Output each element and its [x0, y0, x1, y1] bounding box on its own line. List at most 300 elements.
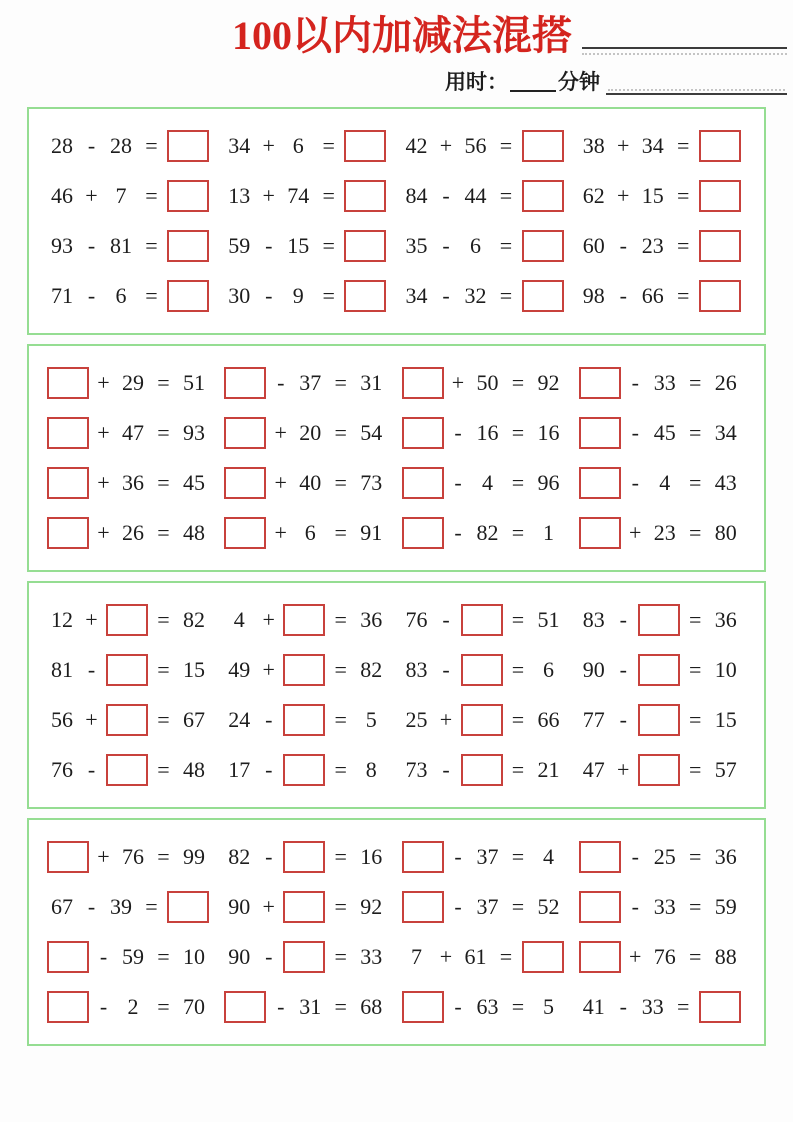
minus-operator: -: [87, 283, 96, 309]
answer-box[interactable]: [699, 991, 741, 1023]
equals-sign: =: [322, 233, 335, 259]
number: 7: [115, 183, 127, 209]
number: 33: [653, 370, 676, 396]
equals-sign: =: [511, 844, 525, 870]
number: 76: [653, 944, 676, 970]
equals-sign: =: [334, 607, 347, 633]
problem-cell: [402, 695, 579, 745]
equals-sign: =: [145, 283, 158, 309]
problem-cell: [402, 121, 579, 171]
answer-box[interactable]: [402, 467, 444, 499]
answer-box[interactable]: [461, 654, 503, 686]
number: 10: [183, 944, 205, 970]
number: 15: [641, 183, 664, 209]
problem-cell: [579, 171, 756, 221]
answer-box[interactable]: [283, 654, 325, 686]
number: 36: [122, 470, 144, 496]
minus-operator: -: [631, 420, 639, 446]
number: 41: [582, 994, 605, 1020]
problem-cell: [47, 982, 224, 1032]
number: 51: [183, 370, 205, 396]
number: 67: [51, 894, 73, 920]
problem-cell: [579, 595, 756, 645]
problem-cell: [47, 171, 224, 221]
answer-box[interactable]: [402, 517, 444, 549]
answer-box[interactable]: [167, 891, 209, 923]
answer-box[interactable]: [167, 280, 209, 312]
number: 2: [127, 994, 139, 1020]
answer-box[interactable]: [224, 417, 266, 449]
equals-sign: =: [511, 520, 525, 546]
equals-sign: =: [511, 657, 525, 683]
minus-operator: -: [265, 844, 273, 870]
equals-sign: =: [145, 894, 158, 920]
answer-box[interactable]: [579, 517, 621, 549]
problem-cell: [47, 932, 224, 982]
plus-operator: +: [617, 183, 630, 209]
plus-operator: +: [85, 607, 98, 633]
minus-operator: -: [442, 183, 450, 209]
answer-box[interactable]: [579, 941, 621, 973]
number: 42: [405, 133, 428, 159]
problem-cell: [402, 508, 579, 558]
equals-sign: =: [511, 757, 525, 783]
problem-cell: [579, 832, 756, 882]
equals-sign: =: [511, 607, 525, 633]
answer-box[interactable]: [522, 180, 564, 212]
problem-cell: [579, 458, 756, 508]
problem-cell: [224, 171, 401, 221]
problem-section-3: [27, 581, 766, 809]
equals-sign: =: [677, 233, 690, 259]
equals-sign: =: [677, 183, 690, 209]
minus-operator: -: [631, 470, 639, 496]
problem-cell: [47, 221, 224, 271]
equals-sign: =: [145, 233, 158, 259]
equals-sign: =: [499, 133, 513, 159]
equals-sign: =: [157, 944, 170, 970]
equals-sign: =: [689, 894, 702, 920]
problem-cell: [47, 271, 224, 321]
problem-cell: [47, 832, 224, 882]
minus-operator: -: [99, 944, 108, 970]
problem-cell: [224, 832, 401, 882]
equals-sign: =: [689, 757, 702, 783]
number: 4: [543, 844, 554, 870]
answer-box[interactable]: [579, 367, 621, 399]
number: 96: [537, 470, 560, 496]
number: 80: [714, 520, 737, 546]
answer-box[interactable]: [47, 467, 89, 499]
minus-operator: -: [265, 757, 273, 783]
minus-operator: -: [454, 994, 462, 1020]
answer-box[interactable]: [344, 180, 386, 212]
answer-box[interactable]: [522, 941, 564, 973]
equals-sign: =: [689, 420, 702, 446]
problem-cell: [47, 508, 224, 558]
number: 59: [228, 233, 251, 259]
number: 34: [714, 420, 737, 446]
time-unit-label: 分钟: [558, 69, 600, 94]
problem-cell: [47, 595, 224, 645]
problem-section-4: [27, 818, 766, 1046]
number: 45: [653, 420, 676, 446]
answer-box[interactable]: [402, 841, 444, 873]
plus-operator: +: [85, 707, 98, 733]
problem-cell: [47, 745, 224, 795]
answer-box[interactable]: [283, 704, 325, 736]
equals-sign: =: [334, 894, 347, 920]
answer-box[interactable]: [579, 841, 621, 873]
equals-sign: =: [334, 370, 347, 396]
minus-operator: -: [619, 657, 627, 683]
minus-operator: -: [442, 757, 450, 783]
number: 23: [653, 520, 676, 546]
number: 39: [110, 894, 132, 920]
answer-box[interactable]: [522, 230, 564, 262]
equals-sign: =: [511, 994, 525, 1020]
title-underline: [582, 47, 787, 55]
number: 56: [464, 133, 487, 159]
number: 82: [360, 657, 383, 683]
number: 31: [360, 370, 383, 396]
number: 49: [228, 657, 251, 683]
answer-box[interactable]: [283, 841, 325, 873]
minus-operator: -: [454, 894, 462, 920]
problem-cell: [402, 595, 579, 645]
equals-sign: =: [157, 420, 170, 446]
number: 6: [115, 283, 127, 309]
plus-operator: +: [629, 944, 642, 970]
equals-sign: =: [689, 844, 702, 870]
number: 59: [714, 894, 737, 920]
equals-sign: =: [334, 994, 347, 1020]
number: 34: [641, 133, 664, 159]
equals-sign: =: [157, 657, 170, 683]
number: 92: [537, 370, 560, 396]
equals-sign: =: [689, 470, 702, 496]
equals-sign: =: [334, 707, 347, 733]
number: 43: [714, 470, 737, 496]
answer-box[interactable]: [47, 841, 89, 873]
equals-sign: =: [322, 183, 335, 209]
number: 26: [714, 370, 737, 396]
number: 15: [183, 657, 205, 683]
problem-cell: [224, 595, 401, 645]
problem-cell: [224, 408, 401, 458]
problem-cell: [579, 221, 756, 271]
answer-box[interactable]: [283, 754, 325, 786]
answer-box[interactable]: [344, 280, 386, 312]
number: 29: [122, 370, 144, 396]
answer-box[interactable]: [699, 280, 741, 312]
number: 32: [464, 283, 487, 309]
number: 40: [299, 470, 322, 496]
plus-operator: +: [262, 133, 275, 159]
number: 30: [228, 283, 251, 309]
answer-box[interactable]: [106, 654, 148, 686]
equals-sign: =: [157, 470, 170, 496]
answer-box[interactable]: [283, 941, 325, 973]
plus-operator: +: [97, 420, 110, 446]
number: 57: [714, 757, 737, 783]
problem-cell: [224, 745, 401, 795]
number: 20: [299, 420, 322, 446]
number: 76: [405, 607, 428, 633]
number: 34: [228, 133, 251, 159]
number: 81: [110, 233, 132, 259]
answer-box[interactable]: [579, 891, 621, 923]
number: 34: [405, 283, 428, 309]
problem-cell: [224, 458, 401, 508]
answer-box[interactable]: [224, 991, 266, 1023]
equals-sign: =: [157, 757, 170, 783]
number: 76: [122, 844, 144, 870]
number: 66: [537, 707, 560, 733]
equals-sign: =: [157, 994, 170, 1020]
minus-operator: -: [442, 657, 450, 683]
number: 35: [405, 233, 428, 259]
equals-sign: =: [157, 520, 170, 546]
number: 6: [304, 520, 316, 546]
plus-operator: +: [274, 520, 287, 546]
number: 73: [360, 470, 383, 496]
equals-sign: =: [689, 520, 702, 546]
answer-box[interactable]: [522, 130, 564, 162]
number: 68: [360, 994, 383, 1020]
number: 50: [476, 370, 499, 396]
answer-box[interactable]: [47, 941, 89, 973]
plus-operator: +: [97, 520, 110, 546]
answer-box[interactable]: [224, 517, 266, 549]
equals-sign: =: [689, 607, 702, 633]
number: 8: [365, 757, 377, 783]
answer-box[interactable]: [47, 991, 89, 1023]
answer-box[interactable]: [461, 754, 503, 786]
time-underline-dotted: [608, 89, 785, 91]
number: 98: [582, 283, 605, 309]
number: 16: [360, 844, 383, 870]
minus-operator: -: [442, 233, 450, 259]
number: 31: [299, 994, 322, 1020]
answer-box[interactable]: [167, 130, 209, 162]
answer-box[interactable]: [638, 704, 680, 736]
equals-sign: =: [334, 657, 347, 683]
answer-box[interactable]: [461, 704, 503, 736]
problem-cell: [402, 745, 579, 795]
number: 15: [714, 707, 737, 733]
plus-operator: +: [439, 944, 453, 970]
number: 9: [292, 283, 304, 309]
answer-box[interactable]: [579, 467, 621, 499]
number: 61: [464, 944, 487, 970]
answer-box[interactable]: [224, 467, 266, 499]
equals-sign: =: [499, 944, 513, 970]
minus-operator: -: [265, 944, 273, 970]
problem-cell: [579, 882, 756, 932]
problem-cell: [224, 271, 401, 321]
problem-section-1: [27, 107, 766, 335]
answer-box[interactable]: [699, 180, 741, 212]
number: 60: [582, 233, 605, 259]
answer-box[interactable]: [224, 367, 266, 399]
answer-box[interactable]: [167, 230, 209, 262]
minus-operator: -: [619, 283, 627, 309]
number: 47: [122, 420, 144, 446]
number: 33: [360, 944, 383, 970]
problem-cell: [47, 645, 224, 695]
problem-cell: [402, 171, 579, 221]
number: 45: [183, 470, 205, 496]
problem-cell: [579, 508, 756, 558]
plus-operator: +: [97, 470, 110, 496]
equals-sign: =: [157, 607, 170, 633]
header: [0, 0, 793, 59]
plus-operator: +: [451, 370, 465, 396]
number: 36: [714, 607, 737, 633]
number: 38: [582, 133, 605, 159]
answer-box[interactable]: [47, 367, 89, 399]
equals-sign: =: [499, 183, 513, 209]
minus-operator: -: [277, 994, 285, 1020]
answer-box[interactable]: [47, 417, 89, 449]
equals-sign: =: [511, 420, 525, 446]
title-underline-solid: [582, 47, 787, 49]
number: 77: [582, 707, 605, 733]
minus-operator: -: [265, 707, 273, 733]
answer-box[interactable]: [47, 517, 89, 549]
number: 6: [543, 657, 554, 683]
number: 1: [543, 520, 554, 546]
number: 54: [360, 420, 383, 446]
problem-cell: [224, 932, 401, 982]
answer-box[interactable]: [106, 604, 148, 636]
number: 84: [405, 183, 428, 209]
answer-box[interactable]: [402, 891, 444, 923]
equals-sign: =: [689, 657, 702, 683]
problem-cell: [579, 982, 756, 1032]
number: 7: [411, 944, 422, 970]
number: 4: [233, 607, 245, 633]
number: 63: [476, 994, 499, 1020]
problem-cell: [224, 121, 401, 171]
number: 37: [476, 844, 499, 870]
minus-operator: -: [442, 283, 450, 309]
equals-sign: =: [689, 944, 702, 970]
answer-box[interactable]: [344, 230, 386, 262]
problem-cell: [224, 645, 401, 695]
number: 90: [228, 944, 251, 970]
problem-cell: [579, 695, 756, 745]
number: 21: [537, 757, 560, 783]
answer-box[interactable]: [638, 654, 680, 686]
time-label: 用时：: [445, 69, 508, 94]
plus-operator: +: [629, 520, 642, 546]
answer-box[interactable]: [283, 891, 325, 923]
answer-box[interactable]: [579, 417, 621, 449]
number: 92: [360, 894, 383, 920]
minus-operator: -: [454, 844, 462, 870]
number: 13: [228, 183, 251, 209]
equals-sign: =: [157, 370, 170, 396]
answer-box[interactable]: [402, 417, 444, 449]
problem-cell: [579, 121, 756, 171]
number: 67: [183, 707, 205, 733]
minus-operator: -: [454, 470, 462, 496]
problem-section-2: [27, 344, 766, 572]
number: 26: [122, 520, 144, 546]
minus-operator: -: [619, 994, 627, 1020]
answer-box[interactable]: [344, 130, 386, 162]
equals-sign: =: [499, 283, 513, 309]
problem-cell: [47, 882, 224, 932]
problem-cell: [224, 508, 401, 558]
number: 48: [183, 520, 205, 546]
answer-box[interactable]: [699, 230, 741, 262]
problem-cell: [224, 358, 401, 408]
minus-operator: -: [87, 233, 96, 259]
plus-operator: +: [97, 844, 110, 870]
number: 37: [299, 370, 322, 396]
number: 5: [365, 707, 377, 733]
equals-sign: =: [677, 283, 690, 309]
number: 76: [51, 757, 73, 783]
minus-operator: -: [87, 133, 96, 159]
answer-box[interactable]: [402, 991, 444, 1023]
plus-operator: +: [617, 757, 630, 783]
minus-operator: -: [454, 520, 462, 546]
number: 10: [714, 657, 737, 683]
answer-box[interactable]: [461, 604, 503, 636]
problem-cell: [402, 458, 579, 508]
number: 66: [641, 283, 664, 309]
problem-cell: [402, 832, 579, 882]
number: 25: [653, 844, 676, 870]
answer-box[interactable]: [638, 604, 680, 636]
minus-operator: -: [619, 707, 627, 733]
number: 5: [543, 994, 554, 1020]
problem-cell: [47, 695, 224, 745]
answer-box[interactable]: [638, 754, 680, 786]
problem-cell: [402, 645, 579, 695]
number: 73: [405, 757, 428, 783]
sections-container: [0, 95, 793, 1046]
equals-sign: =: [145, 133, 158, 159]
problem-cell: [47, 458, 224, 508]
equals-sign: =: [511, 370, 525, 396]
answer-box[interactable]: [106, 704, 148, 736]
equals-sign: =: [322, 283, 335, 309]
number: 82: [228, 844, 251, 870]
problem-cell: [579, 358, 756, 408]
time-row: [0, 59, 793, 95]
answer-box[interactable]: [522, 280, 564, 312]
answer-box[interactable]: [283, 604, 325, 636]
number: 36: [714, 844, 737, 870]
time-blank-field[interactable]: [510, 89, 556, 92]
number: 90: [228, 894, 251, 920]
answer-box[interactable]: [167, 180, 209, 212]
number: 16: [476, 420, 499, 446]
number: 93: [183, 420, 205, 446]
number: 6: [470, 233, 481, 259]
answer-box[interactable]: [402, 367, 444, 399]
number: 36: [360, 607, 383, 633]
number: 6: [292, 133, 304, 159]
minus-operator: -: [277, 370, 285, 396]
answer-box[interactable]: [699, 130, 741, 162]
answer-box[interactable]: [106, 754, 148, 786]
